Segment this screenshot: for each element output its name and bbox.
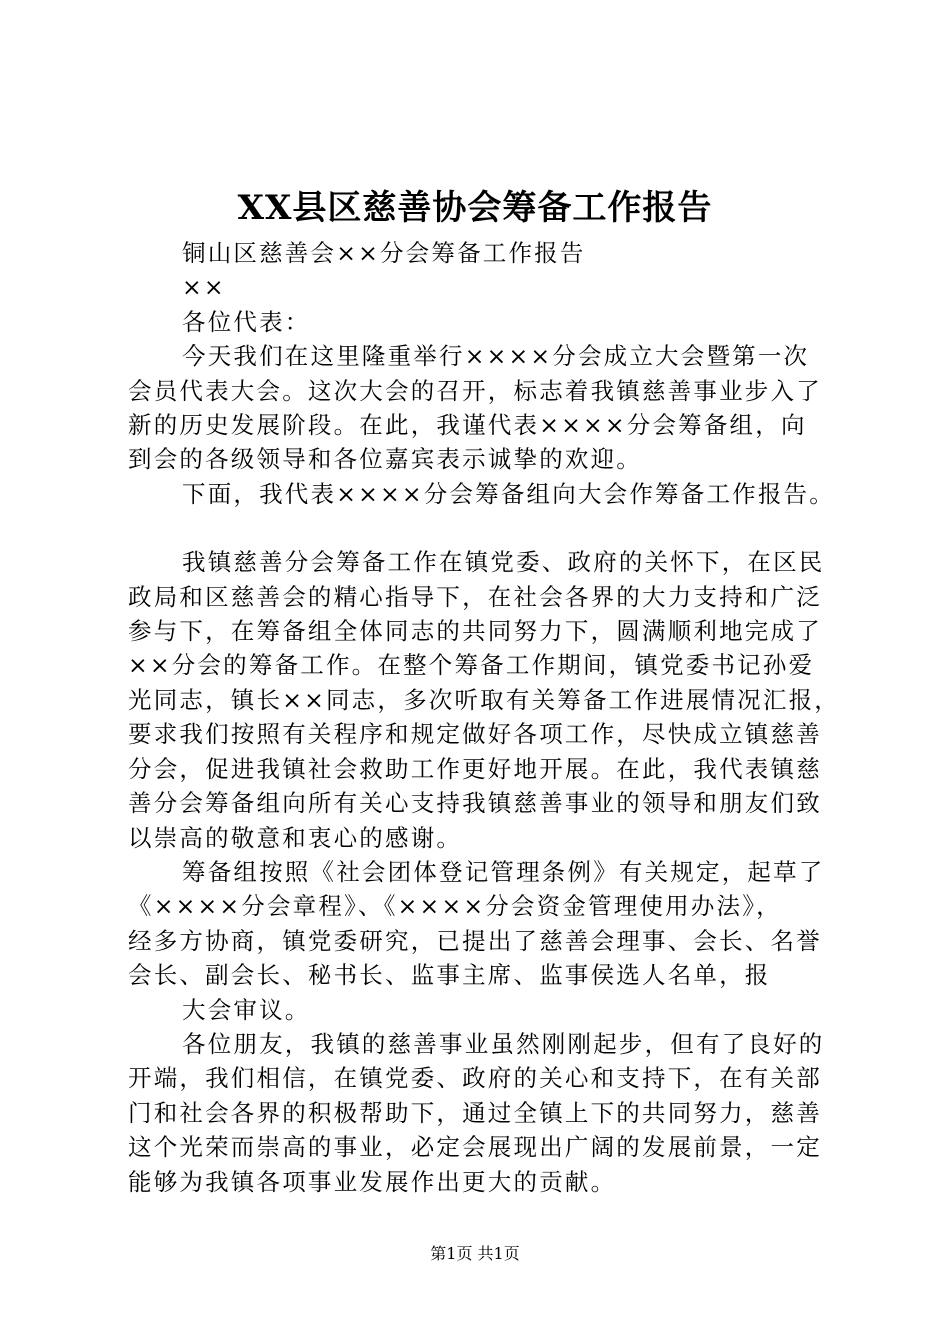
document-body — [128, 236, 850, 1199]
page-footer: 第1页 共1页 — [430, 1244, 520, 1263]
paragraph-line: 能够为我镇各项事业发展作出更大的贡献。 — [128, 1167, 617, 1196]
paragraph-line: 会长、副会长、秘书长、监事主席、监事侯选人名单，报 — [128, 961, 771, 990]
paragraph-line: 这个光荣而崇高的事业，必定会展现出广阔的发展前景，一定 — [128, 1133, 822, 1162]
paragraph-line: 《××××分会章程》、《××××分会资金管理使用办法》， — [128, 892, 782, 921]
document-subtitle: 铜山区慈善会××分会筹备工作报告 — [182, 239, 586, 267]
paragraph-line: 各位朋友，我镇的慈善事业虽然刚刚起步，但有了良好的 — [182, 1029, 825, 1058]
paragraph-line: 分会，促进我镇社会救助工作更好地开展。在此，我代表镇慈 — [128, 754, 822, 783]
paragraph-line: 我镇慈善分会筹备工作在镇党委、政府的关怀下，在区民 — [182, 548, 825, 577]
paragraph-line: 参与下，在筹备组全体同志的共同努力下，圆满顺利地完成了 — [128, 617, 822, 646]
paragraph-line: 今天我们在这里隆重举行××××分会成立大会暨第一次 — [182, 342, 810, 371]
paragraph-line: 会员代表大会。这次大会的召开，标志着我镇慈善事业步入了 — [128, 376, 822, 405]
paragraph-line: 门和社会各界的积极帮助下，通过全镇上下的共同努力，慈善 — [128, 1098, 822, 1127]
paragraph-gap — [128, 511, 850, 545]
paragraph-line: ××分会的筹备工作。在整个筹备工作期间，镇党委书记孙爱 — [128, 651, 815, 680]
paragraph-line: 到会的各级领导和各位嘉宾表示诚挚的欢迎。 — [128, 445, 642, 474]
paragraph-line: 筹备组按照《社会团体登记管理条例》有关规定，起草了 — [182, 857, 825, 886]
paragraph-line: 以崇高的敬意和衷心的感谢。 — [128, 823, 463, 852]
paragraph-line: 政局和区慈善会的精心指导下，在社会各界的大力支持和广泛 — [128, 582, 822, 611]
paragraph-line: 大会审议。 — [182, 995, 311, 1024]
document-salutation: 各位代表： — [182, 307, 311, 336]
paragraph-line: 要求我们按照有关程序和规定做好各项工作，尽快成立镇慈善 — [128, 720, 822, 749]
paragraph-line: 新的历史发展阶段。在此，我谨代表××××分会筹备组，向 — [128, 411, 807, 440]
paragraph-line: 光同志，镇长××同志，多次听取有关筹备工作进展情况汇报， — [128, 685, 840, 714]
document-title: XX县区慈善协会筹备工作报告 — [237, 188, 713, 228]
paragraph-line: 善分会筹备组向所有关心支持我镇慈善事业的领导和朋友们致 — [128, 789, 822, 818]
document-author: ×× — [182, 273, 226, 302]
paragraph-line: 下面，我代表××××分会筹备组向大会作筹备工作报告。 — [182, 479, 835, 508]
paragraph-line: 开端，我们相信，在镇党委、政府的关心和支持下，在有关部 — [128, 1064, 822, 1093]
paragraph-line: 经多方协商，镇党委研究，已提出了慈善会理事、会长、名誉 — [128, 926, 822, 955]
